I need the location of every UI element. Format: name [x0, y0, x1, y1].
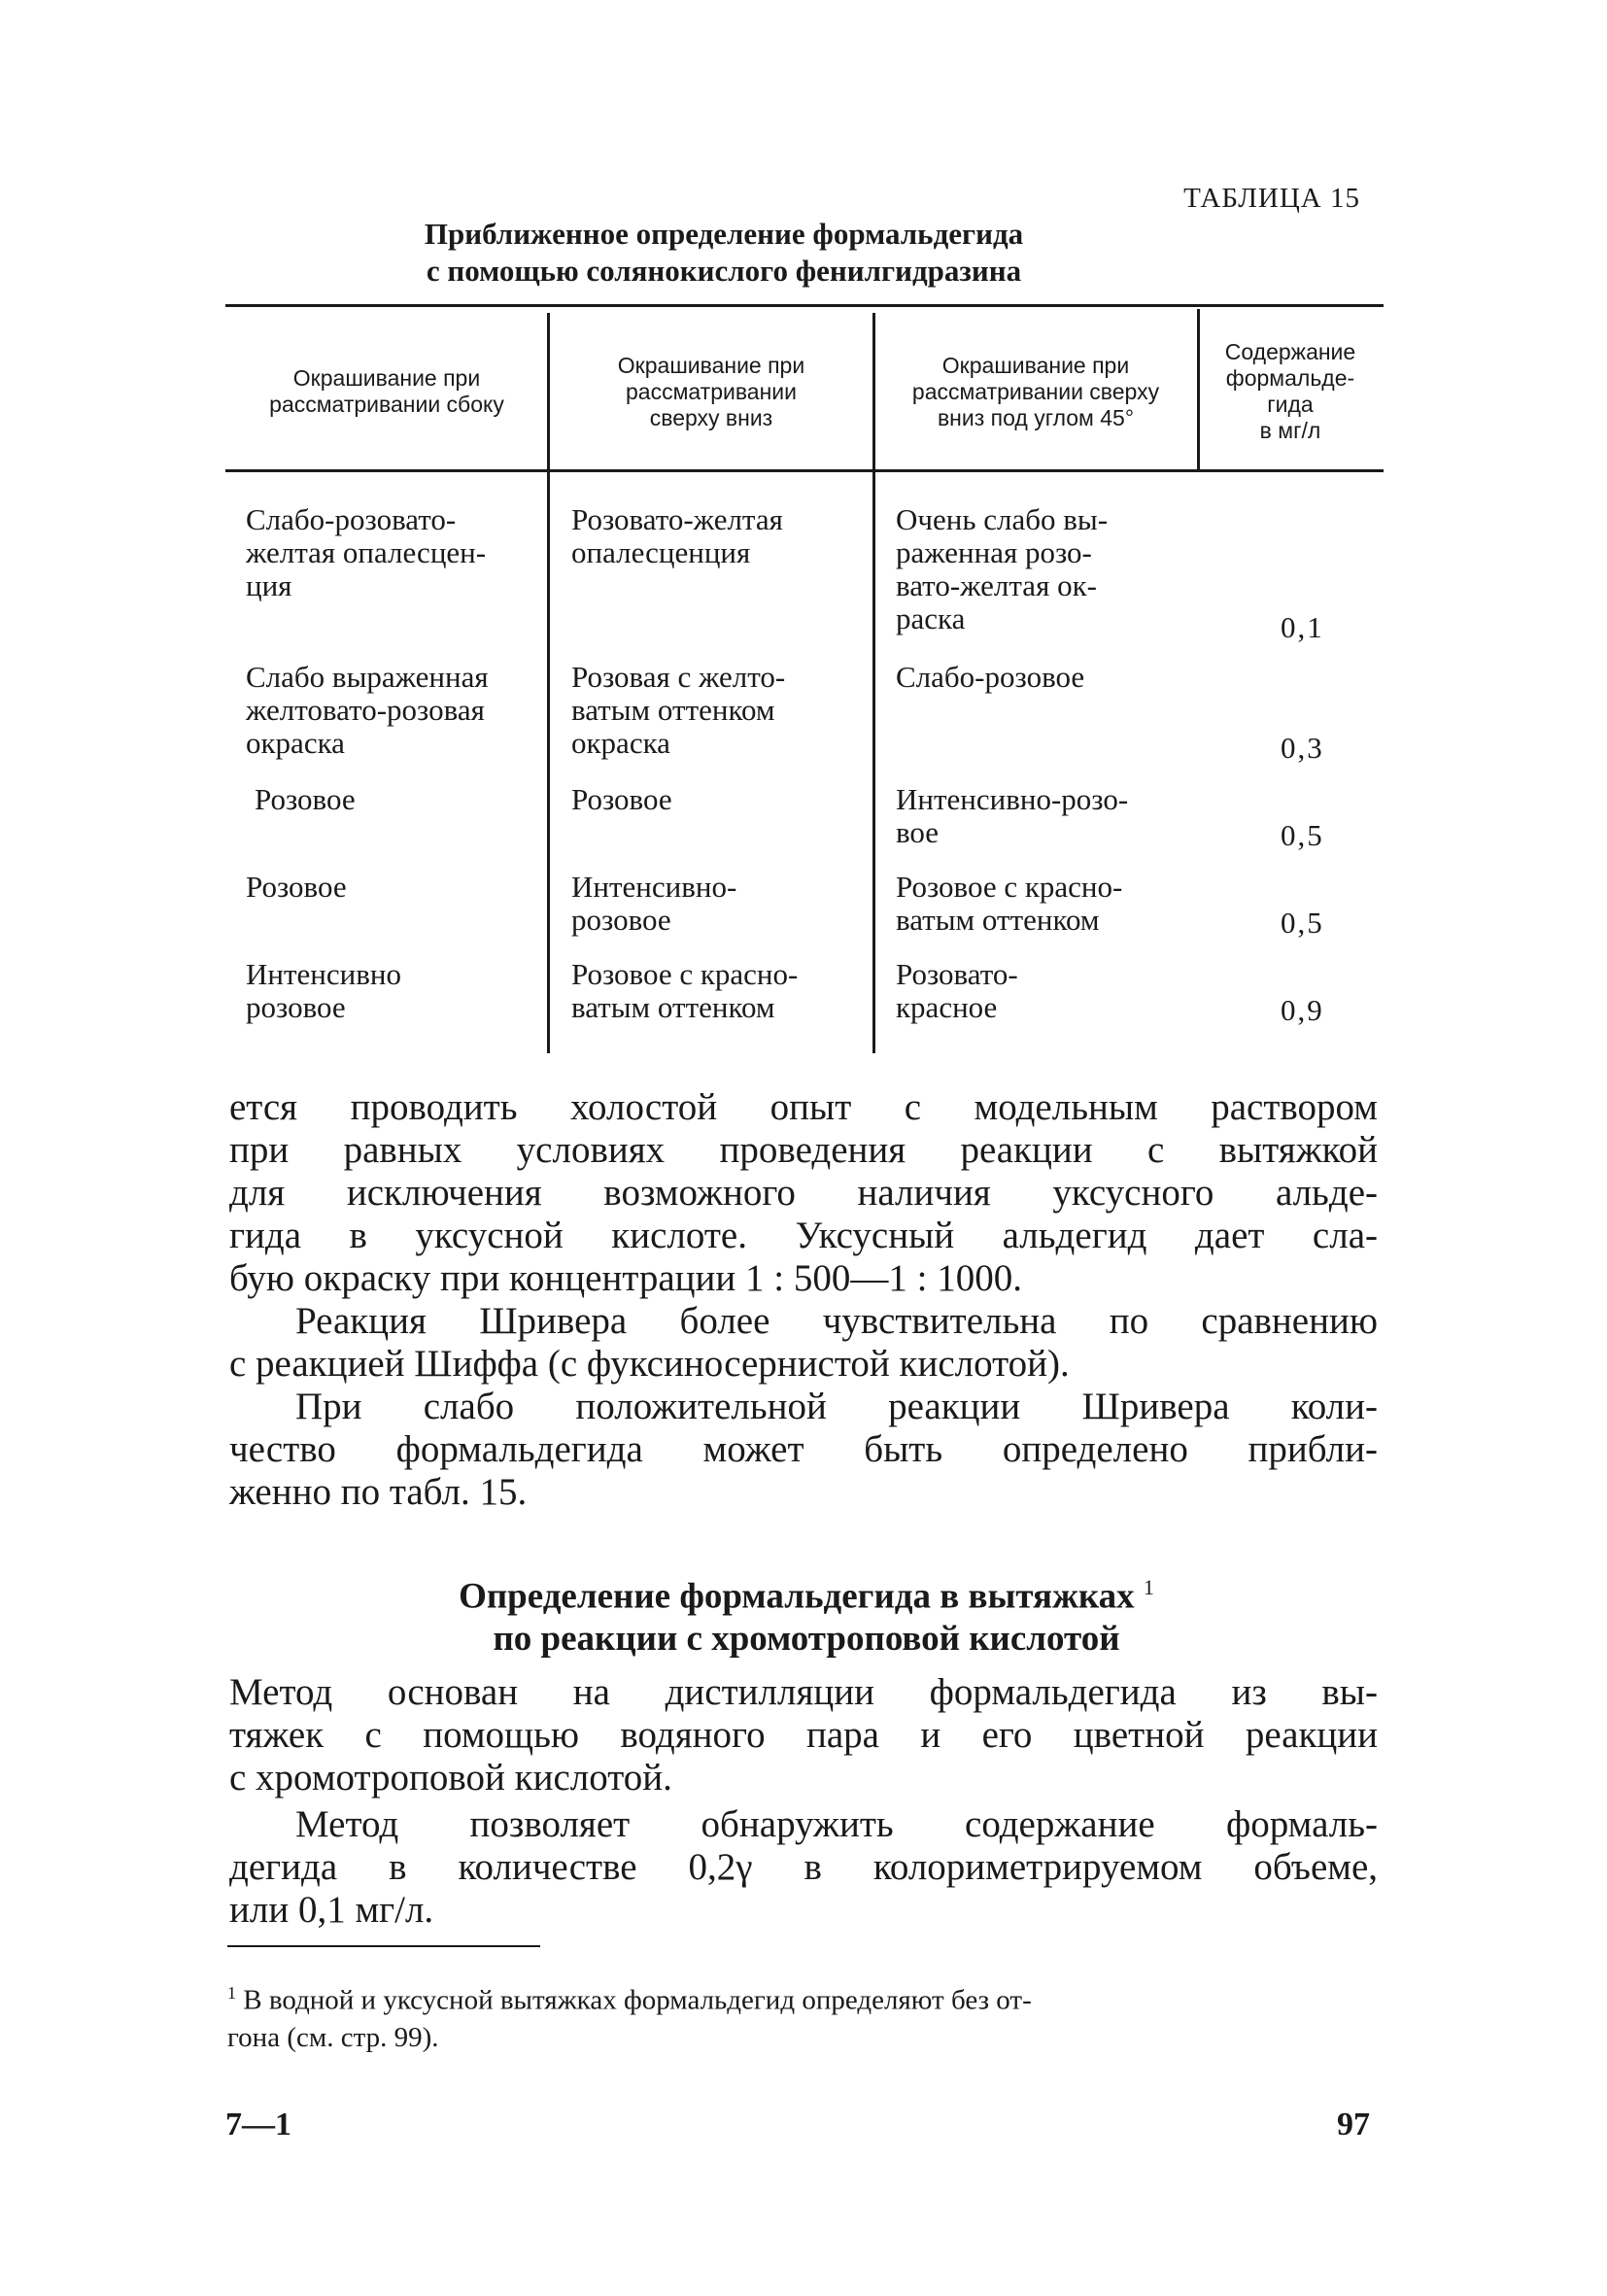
table-cell-side: Розовое: [255, 782, 356, 816]
body-paragraph: Реакция Шривера более чувствительна по сравнению с реакцией Шиффа (с фуксиносернистой кислотой).: [229, 1300, 1378, 1385]
table-cell-angle: Очень слабо вы- раженная розо- вато-желтая ок- раска: [896, 502, 1109, 635]
table-cell-top: Розовато-желтая опалесценция: [571, 502, 783, 569]
table-caption: [223, 216, 1224, 290]
body-paragraph: ется проводить холостой опыт с модельным раствором при равных условиях проведения реакции с вытяжкой для исключения возможного наличия уксусного альде- гида в уксусной кислоте. Уксусный альдегид дает сла- бую окраску при концентрации 1 : 500—1 : 1000.: [229, 1086, 1378, 1299]
table-header-rule: [225, 469, 1384, 472]
footnote-rule: [227, 1945, 540, 1947]
printer-signature: 7—1: [225, 2107, 291, 2142]
table-cell-angle: Розовато- красное: [896, 957, 1018, 1024]
table-cell-value: 0,3: [1281, 731, 1324, 765]
table-cell-top: Розовое с красно- ватым оттенком: [571, 957, 799, 1024]
page-number: 97: [1337, 2107, 1370, 2142]
table-column-divider: [547, 313, 550, 1053]
table-caption-line: Приближенное определение формальдегида: [424, 217, 1024, 251]
table-cell-side: Слабо-розовато- желтая опалесцен- ция: [246, 502, 487, 602]
table-cell-angle: Слабо-розовое: [896, 660, 1085, 694]
table-cell-top: Розовая с желто- ватым оттенком окраска: [571, 660, 786, 760]
table-cell-angle: Интенсивно-розо- вое: [896, 782, 1129, 849]
table-cell-value: 0,9: [1281, 993, 1324, 1027]
table-cell-top: Розовое: [571, 782, 672, 816]
table-column-divider: [872, 313, 875, 1053]
footnote-marker: 1: [227, 1983, 236, 2003]
table-cell-side: Интенсивно розовое: [246, 957, 401, 1024]
table-header-cell: Окрашивание при рассматривании сбоку: [269, 365, 504, 417]
table-cell-side: Слабо выраженная желтовато-розовая окраска: [246, 660, 489, 760]
table-cell-value: 0,5: [1281, 906, 1324, 940]
table-label: ТАБЛИЦА 15: [1183, 183, 1360, 214]
table-cell-side: Розовое: [246, 870, 347, 904]
body-paragraph: При слабо положительной реакции Шривера коли- чество формальдегида может быть определено прибли- женно по табл. 15.: [229, 1386, 1378, 1513]
table-caption-line: с помощью солянокислого фенилгидразина: [426, 254, 1022, 288]
table-header-cell: Окрашивание при рассматривании сверху вниз под углом 45°: [911, 352, 1160, 430]
body-paragraph: Метод основан на дистилляции формальдегида из вы- тяжек с помощью водяного пара и его цветной реакции с хромотроповой кислотой.: [229, 1671, 1378, 1799]
table-cell-angle: Розовое с красно- ватым оттенком: [896, 870, 1123, 937]
table-top-rule: [225, 304, 1384, 307]
footnote: $^1$ В водной и уксусной вытяжках формальдегид определяют без от- гона (см. стр. 99).: [227, 1983, 1032, 2053]
section-heading: Определение формальдегида в вытяжках $^1$ по реакции с хромотроповой кислотой: [459, 1575, 1154, 1660]
table-cell-top: Интенсивно- розовое: [571, 870, 737, 937]
footnote-marker: 1: [1143, 1575, 1154, 1599]
table-cell-value: 0,1: [1281, 610, 1324, 644]
table-cell-value: 0,5: [1281, 818, 1324, 852]
table-header-cell: Окрашивание при рассматривании сверху вниз: [617, 352, 805, 430]
body-paragraph: Метод позволяет обнаружить содержание формаль- дегида в количестве 0,2γ в колориметрируемом объеме, или 0,1 мг/л.: [229, 1803, 1378, 1931]
table-header-cell: Содержание формальде- гида в мг/л: [1224, 339, 1356, 443]
